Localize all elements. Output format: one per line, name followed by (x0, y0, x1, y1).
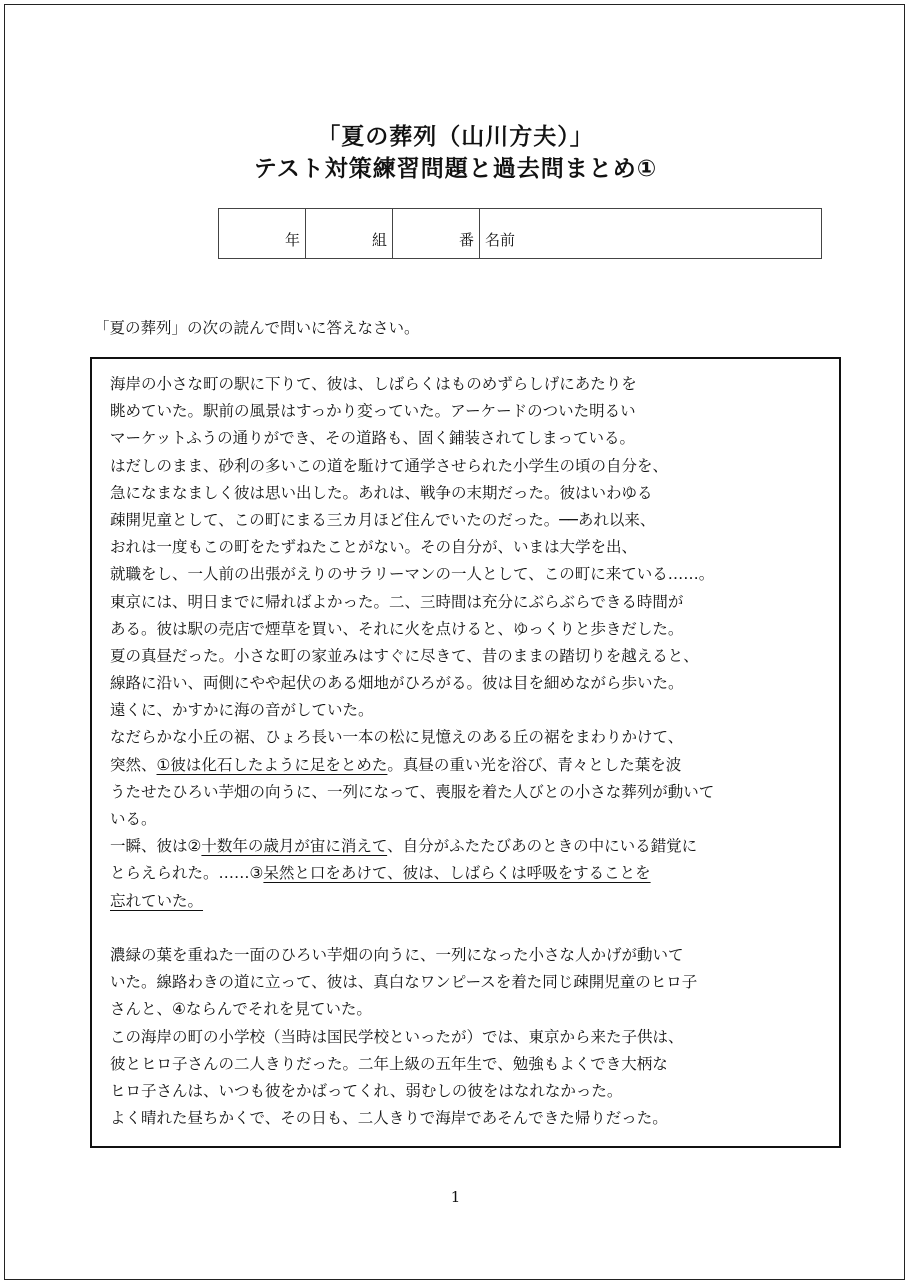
passage-line: 遠くに、かすかに海の音がしていた。 (110, 701, 374, 720)
passage-text-segment: 一瞬、彼は② (110, 837, 202, 856)
underlined-phrase-3: 呆然と口をあけて、彼は、しばらくは呼吸をすることを (263, 864, 651, 883)
underlined-phrase-1: ①彼は化石したように足をとめた (156, 755, 388, 774)
passage-text-segment: 。真昼の重い光を浴び、青々とした葉を波 (387, 755, 682, 774)
passage-line: さんと、④ならんでそれを見ていた。 (110, 1000, 372, 1019)
passage-line (110, 752, 822, 779)
class-field[interactable]: 組 (306, 209, 393, 259)
passage-line: 線路に沿い、両側にやや起伏のある畑地がひろがる。彼は目を細めながら歩いた。 (110, 674, 684, 693)
worksheet-title: 「夏の葬列（山川方夫）」 (317, 124, 594, 150)
instruction-text: 「夏の葬列」の次の読んで問いに答えなさい。 (94, 319, 420, 337)
passage-line: マーケットふうの通りができ、その道路も、固く鋪装されてしまっている。 (110, 429, 635, 448)
worksheet-subtitle: テスト対策練習問題と過去問まとめ① (253, 156, 658, 182)
passage-line: 濃緑の葉を重ねた一面のひろい芋畑の向うに、一列になった小さな人かげが動いて (110, 945, 684, 964)
passage-line: いる。 (110, 810, 157, 828)
underlined-phrase-2: 十数年の歳月が宙に消えて (201, 837, 388, 856)
page-number: 1 (450, 1188, 461, 1206)
passage-line: 眺めていた。駅前の風景はすっかり変っていた。アーケードのついた明るい (110, 402, 636, 421)
paragraph-gap (110, 915, 822, 942)
passage-line: 急になまなましく彼は思い出した。あれは、戦争の末期だった。彼はいわゆる (110, 483, 653, 502)
passage-line: 夏の真昼だった。小さな町の家並みはすぐに尽きて、昔のままの踏切りを越えると、 (110, 646, 699, 665)
passage-line (110, 833, 822, 860)
passage-line: 東京には、明日までに帰ればよかった。二、三時間は充分にぶらぶらできる時間が (110, 592, 684, 611)
year-field[interactable]: 年 (219, 209, 306, 259)
passage-line (110, 860, 822, 887)
underlined-phrase-3-cont: 忘れていた。 (110, 891, 204, 910)
number-field[interactable]: 番 (393, 209, 480, 259)
passage-line: よく晴れた昼ちかくで、その日も、二人きりで海岸であそんできた帰りだった。 (110, 1109, 668, 1128)
passage-line: ヒロ子さんは、いつも彼をかばってくれ、弱むしの彼をはなれなかった。 (110, 1081, 623, 1100)
passage-line: 疎開児童として、この町にまる三カ月ほど住んでいたのだった。──あれ以来、 (110, 510, 656, 529)
passage-box (90, 357, 841, 1148)
passage-line: 就職をし、一人前の出張がえりのサラリーマンの一人として、この町に来ている……。 (110, 565, 715, 584)
passage-line: なだらかな小丘の裾、ひょろ長い一本の松に見憶えのある丘の裾をまわりかけて、 (110, 728, 684, 747)
passage-line: 海岸の小さな町の駅に下りて、彼は、しばらくはものめずらしげにあたりを (110, 375, 637, 393)
passage-line: 彼とヒロ子さんの二人きりだった。二年上級の五年生で、勉強もよくでき大柄な (110, 1054, 668, 1073)
passage-line: うたせたひろい芋畑の向うに、一列になって、喪服を着た人びとの小さな葬列が動いて (110, 782, 715, 801)
passage-line (110, 888, 822, 915)
name-field[interactable]: 名前 (480, 209, 822, 259)
passage-text-segment: とらえられた。……③ (110, 864, 264, 883)
passage-text (110, 371, 822, 1132)
passage-line: この海岸の町の小学校（当時は国民学校といったが）では、東京から来た子供は、 (110, 1027, 684, 1046)
passage-line: はだしのまま、砂利の多いこの道を駈けて通学させられた小学生の頃の自分を、 (110, 456, 669, 475)
passage-line: いた。線路わきの道に立って、彼は、真白なワンピースを着た同じ疎開児童のヒロ子 (110, 973, 698, 992)
passage-line: おれは一度もこの町をたずねたことがない。その自分が、いまは大学を出、 (110, 538, 638, 557)
student-info-table (218, 208, 822, 259)
passage-text-segment: 突然、 (110, 755, 157, 774)
passage-line: ある。彼は駅の売店で煙草を買い、それに火を点けると、ゆっくりと歩きだした。 (110, 619, 684, 638)
passage-text-segment: 、自分がふたたびあのときの中にいる錯覚に (387, 837, 698, 856)
